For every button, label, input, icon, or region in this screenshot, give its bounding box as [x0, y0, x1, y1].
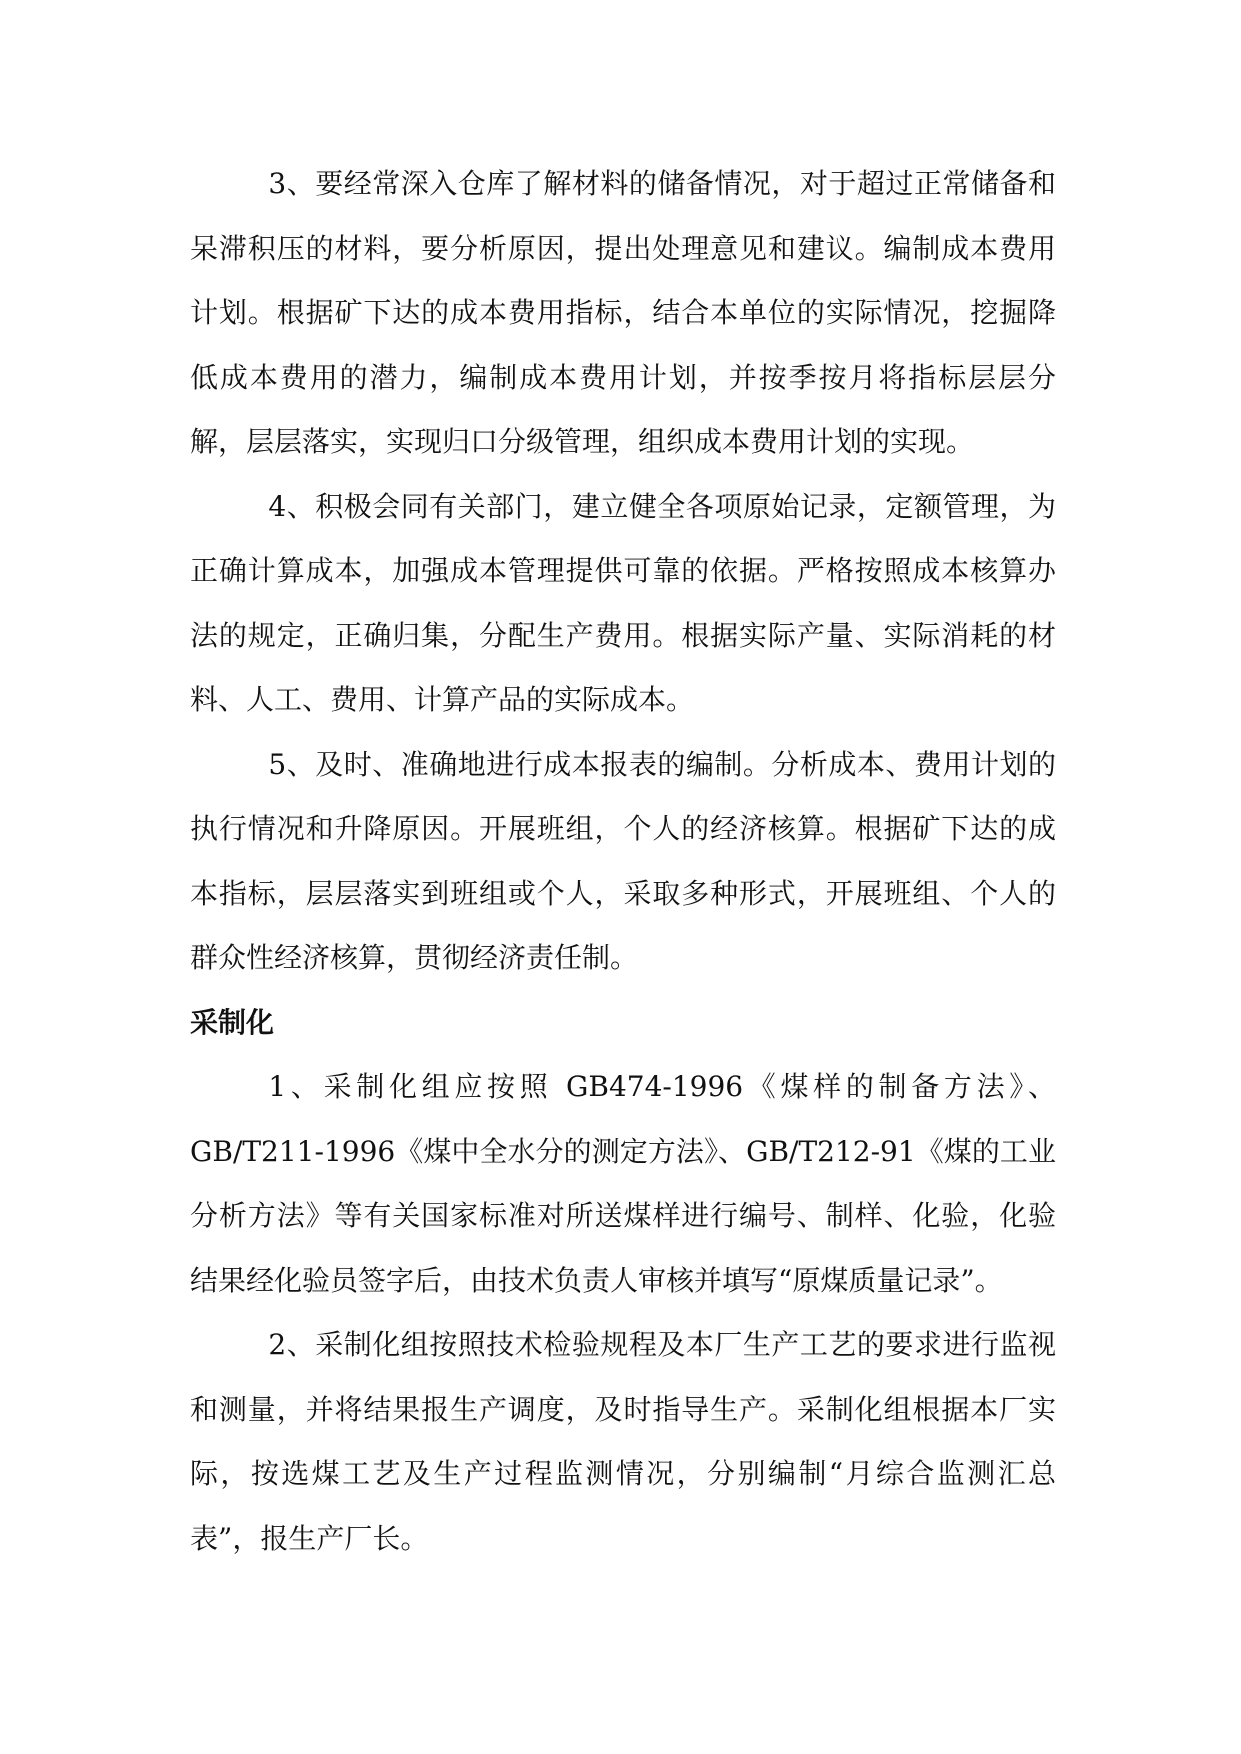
- paragraph-item-3: 3、要经常深入仓库了解材料的储备情况，对于超过正常储备和呆滞积压的材料，要分析原因，提出处理意见和建议。编制成本费用计划。根据矿下达的成本费用指标，结合本单位的实际情况，挖掘降低成本费用的潜力，编制成本费用计划，并按季按月将指标层层分解，层层落实，实现归口分级管理，组织成本费用计划的实现。: [190, 167, 1056, 458]
- document-body: [190, 152, 1056, 1571]
- paragraph-item-2: 2、采制化组按照技术检验规程及本厂生产工艺的要求进行监视和测量，并将结果报生产调度，及时指导生产。采制化组根据本厂实际，按选煤工艺及生产过程监测情况，分别编制“月综合监测汇总表”，报生产厂长。: [190, 1328, 1056, 1555]
- paragraph-item-5: 5、及时、准确地进行成本报表的编制。分析成本、费用计划的执行情况和升降原因。开展班组，个人的经济核算。根据矿下达的成本指标，层层落实到班组或个人，采取多种形式，开展班组、个人的群众性经济核算，贯彻经济责任制。: [190, 747, 1056, 974]
- paragraph-item-4: 4、积极会同有关部门，建立健全各项原始记录，定额管理，为正确计算成本，加强成本管理提供可靠的依据。严格按照成本核算办法的规定，正确归集，分配生产费用。根据实际产量、实际消耗的材料、人工、费用、计算产品的实际成本。: [190, 489, 1056, 716]
- section-heading: 采制化: [190, 1005, 275, 1039]
- paragraph-item-1: 1、采制化组应按照 GB474-1996《煤样的制备方法》、GB/T211-1996《煤中全水分的测定方法》、GB/T212-91《煤的工业分析方法》等有关国家标准对所送煤样进行编号、制样、化验，化验结果经化验员签字后，由技术负责人审核并填写“原煤质量记录”。: [190, 1070, 1056, 1297]
